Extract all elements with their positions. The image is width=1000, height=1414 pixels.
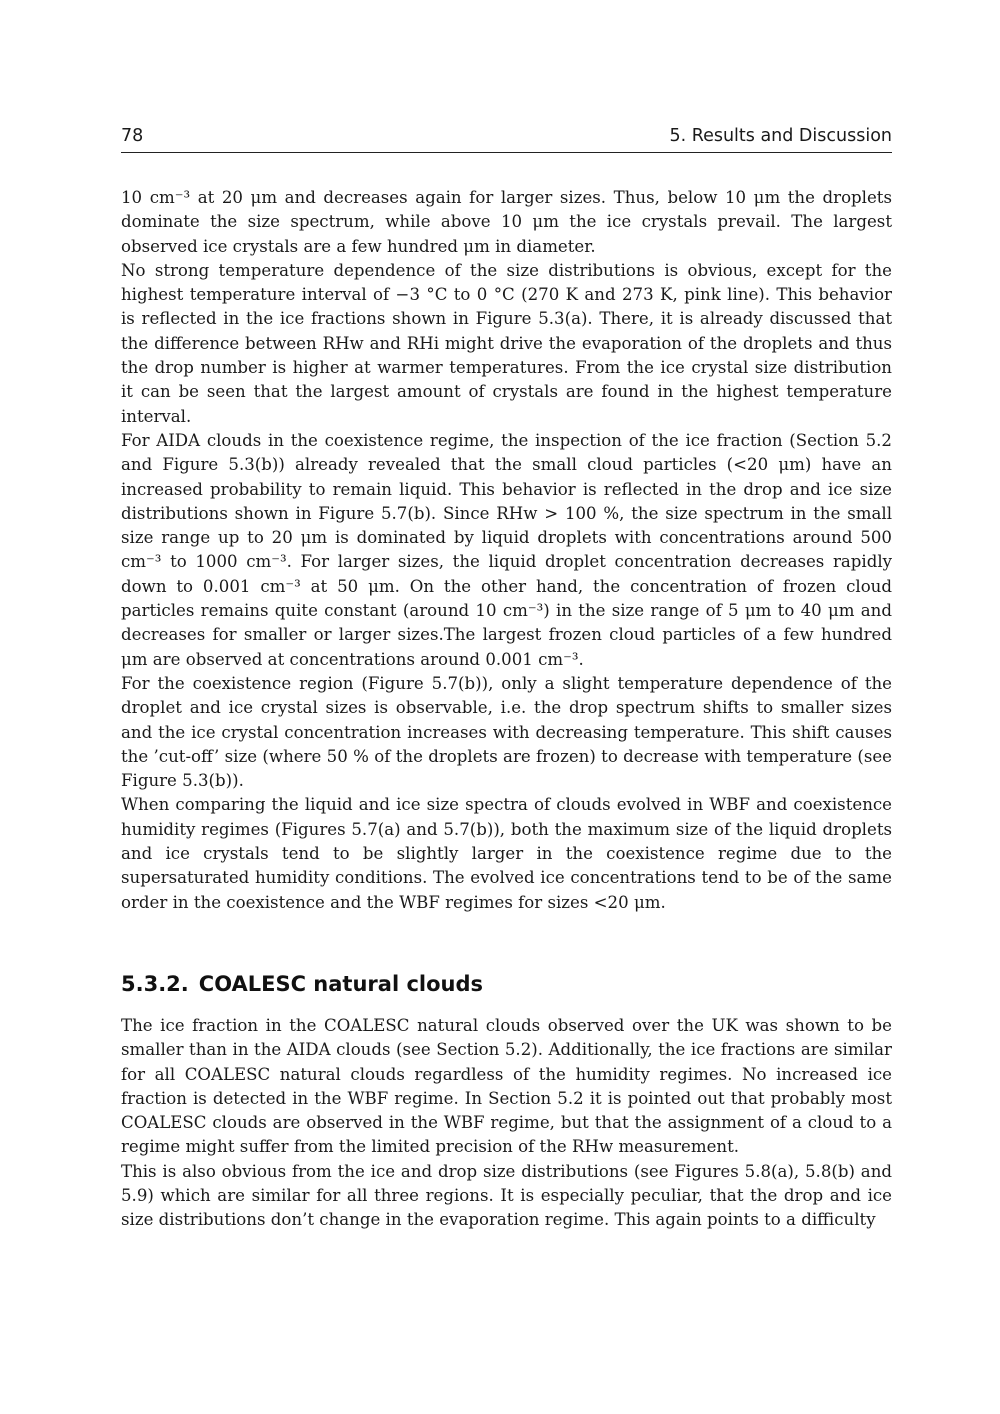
main-text [121,186,892,915]
paragraph: 10 cm⁻³ at 20 μm and decreases again for larger sizes. Thus, below 10 μm the droplets dominate the size spectrum, while above 10 μm the ice crystals prevail. The largest observed ice crystals are a few hundred μm in diameter. [121,188,892,256]
paragraph: For the coexistence region (Figure 5.7(b)), only a slight temperature dependence of the droplet and ice crystal sizes is observable, i.e. the drop spectrum shifts to smaller sizes and the ice crystal concentration increases with decreasing temperature. This shift causes the ’cut-off’ size (where 50 % of the droplets are frozen) to decrease with temperature (see Figure 5.3(b)). [121,673,892,791]
section-number: 5.3.2. [121,972,189,996]
page-number: 78 [121,126,144,146]
paragraph: This is also obvious from the ice and drop size distributions (see Figures 5.8(a), 5.8(b) and 5.9) which are similar for all three regions. It is especially peculiar, that the drop and ice size distributions don’t change in the evaporation regime. This again points to a difficulty [121,1161,892,1230]
section-title: COALESC natural clouds [198,972,484,996]
chapter-title: 5. Results and Discussion [669,126,892,146]
paragraph: When comparing the liquid and ice size spectra of clouds evolved in WBF and coexistence humidity regimes (Figures 5.7(a) and 5.7(b)), both the maximum size of the liquid droplets and ice crystals tend to be slightly larger in the coexistence regime due to the supersaturated humidity conditions. The evolved ice concentrations tend to be of the same order in the coexistence and the WBF regimes for sizes <20 μm. [121,795,892,912]
section-heading [121,972,483,996]
running-header [121,126,892,153]
paragraph: No strong temperature dependence of the size distributions is obvious, except for the highest temperature interval of −3 °C to 0 °C (270 K and 273 K, pink line). This behavior is reflected in the ice fractions shown in Figure 5.3(a). There, it is already discussed that the difference between RHw and RHi might drive the evaporation of the droplets and thus the drop number is higher at warmer temperatures. From the ice crystal size distribution it can be seen that the largest amount of crystals are found in the highest temperature interval. [121,260,892,426]
section-text [121,1014,892,1233]
paragraph: For AIDA clouds in the coexistence regime, the inspection of the ice fraction (Section 5.2 and Figure 5.3(b)) already revealed that the small cloud particles (<20 μm) have an increased probability to remain liquid. This behavior is reflected in the drop and ice size distributions shown in Figure 5.7(b). Since RHw > 100 %, the size spectrum in the small size range up to 20 μm is dominated by liquid droplets with concentrations around 500 cm⁻³ to 1000 cm⁻³. For larger sizes, the liquid droplet concentration decreases rapidly down to 0.001 cm⁻³ at 50 μm. On the other hand, the concentration of frozen cloud particles remains quite constant (around 10 cm⁻³) in the size range of 5 μm to 40 μm and decreases for smaller or larger sizes.The largest frozen cloud particles of a few hundred μm are observed at concentrations around 0.001 cm⁻³. [121,430,892,669]
paragraph: The ice fraction in the COALESC natural clouds observed over the UK was shown to be smaller than in the AIDA clouds (see Section 5.2). Additionally, the ice fractions are similar for all COALESC natural clouds regardless of the humidity regimes. No increased ice fraction is detected in the WBF regime. In Section 5.2 it is pointed out that probably most COALESC clouds are observed in the WBF regime, but that the assignment of a cloud to a regime might suffer from the limited precision of the RHw measurement. [121,1016,892,1157]
